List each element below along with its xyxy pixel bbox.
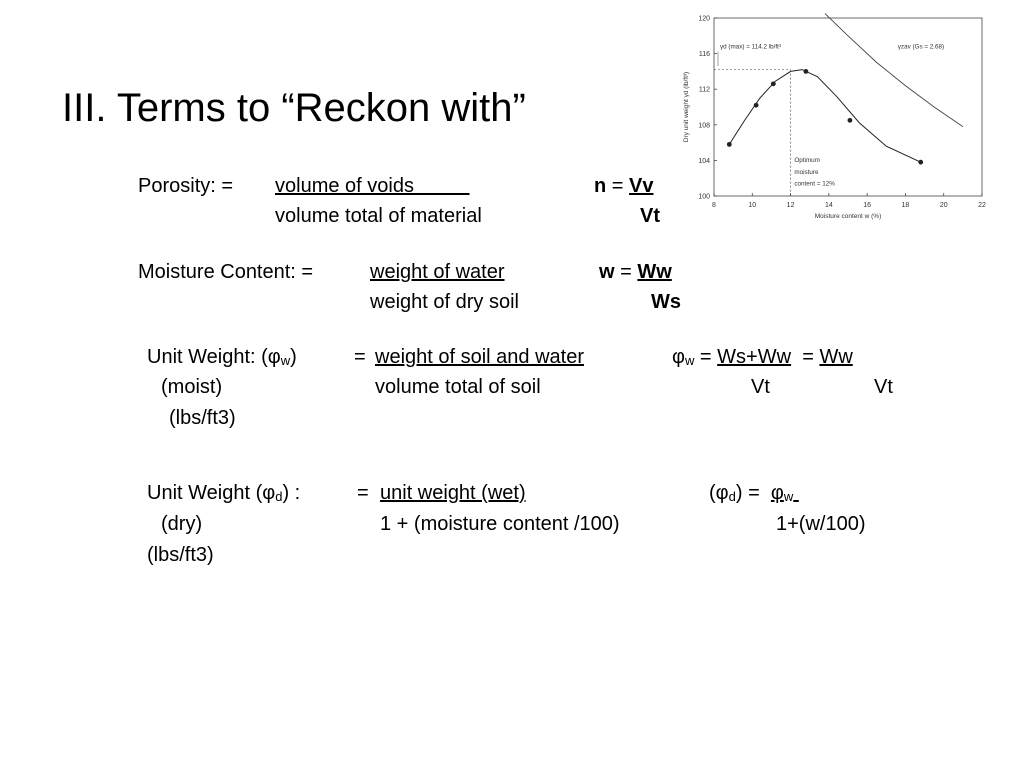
unit-dry-label [147, 481, 300, 507]
unit-dry-frac-num-sym: φ [770, 482, 784, 504]
annotation-optimum-2: moisture [794, 168, 819, 176]
moisture-label: Moisture Content: = [138, 261, 314, 283]
unit-dry-frac-num [771, 482, 799, 504]
zav-curve [825, 14, 963, 127]
x-tick-label: 12 [786, 202, 795, 209]
x-axis-label: Moisture content w (%) [814, 213, 882, 220]
unit-dry-label-close: ) : [282, 482, 301, 504]
unit-dry-frac-num-sub: w [783, 489, 794, 504]
porosity-numerator: volume of voids [275, 175, 470, 197]
unit-moist-label-close: ) [290, 346, 297, 368]
unit-moist-label [147, 345, 297, 371]
unit-moist-label-text: Unit Weight: (φ [147, 346, 281, 368]
unit-dry-label-text: Unit Weight (φ [147, 482, 276, 504]
y-tick-label: 112 [698, 86, 710, 94]
moisture-formula [599, 260, 672, 284]
moisture-denominator: weight of dry soil [370, 291, 519, 313]
unit-dry-sym-close: ) = [735, 482, 760, 504]
unit-dry-note-dry: (dry) [161, 513, 203, 535]
x-tick-label: 22 [978, 202, 986, 209]
porosity-sym-num: Vv [629, 175, 654, 197]
y-tick-label: 116 [698, 51, 710, 59]
moisture-eq: = [620, 261, 632, 283]
y-axis-label: Dry unit weight γd (lb/ft³) [683, 71, 690, 143]
moisture-sym-den: Ws [651, 291, 681, 313]
x-tick-label: 14 [824, 202, 833, 209]
y-tick-label: 100 [698, 193, 710, 201]
unit-dry-sym-open: (φ [709, 482, 729, 504]
moisture-sym-num: Ww [637, 261, 672, 283]
porosity-eq: = [611, 175, 624, 197]
unit-moist-numerator: weight of soil and water [375, 346, 585, 368]
annotation-optimum-3: content = 12% [794, 180, 835, 188]
unit-moist-frac2-den: Vt [874, 376, 893, 398]
slide-title: III. Terms to “Reckon with” [62, 86, 526, 130]
unit-moist-eq2: = [699, 346, 712, 368]
unit-moist-frac2-num: Ww [819, 346, 853, 368]
data-point [771, 81, 776, 86]
y-tick-label: 120 [698, 15, 710, 23]
unit-moist-sym: φ [672, 346, 685, 368]
compaction-chart [680, 8, 992, 228]
x-tick-label: 18 [901, 202, 910, 209]
y-tick-label: 108 [698, 122, 710, 130]
unit-moist-label-sub: w [280, 353, 291, 368]
data-point [918, 160, 923, 165]
unit-moist-eq3: = [802, 346, 814, 368]
unit-moist-denominator: volume total of soil [375, 376, 541, 398]
data-point [803, 69, 808, 74]
unit-moist-frac1-den: Vt [751, 376, 770, 398]
porosity-formula [594, 174, 654, 198]
x-tick-label: 16 [863, 202, 872, 209]
unit-dry-frac-den: 1+(w/100) [776, 513, 866, 535]
annotation-max: γd (max) = 114.2 lb/ft³ [720, 43, 781, 51]
annotation-zav: γzav (Gs = 2.68) [897, 43, 945, 51]
unit-moist-eq: = [354, 346, 366, 368]
moisture-symbol: w [599, 261, 615, 283]
x-tick-label: 20 [939, 202, 948, 209]
moisture-numerator: weight of water [370, 261, 505, 283]
unit-dry-sym-sub: d [728, 489, 736, 504]
unit-moist-note-moist: (moist) [161, 376, 223, 398]
unit-dry-formula [709, 481, 799, 507]
porosity-sym-den: Vt [640, 205, 660, 227]
unit-moist-note-units: (lbs/ft3) [169, 407, 236, 429]
porosity-symbol: n [594, 175, 607, 197]
unit-dry-label-sub: d [275, 489, 283, 504]
data-point [754, 103, 759, 108]
porosity-label: Porosity: = [138, 175, 234, 197]
data-point [727, 142, 732, 147]
compaction-curve [729, 70, 920, 163]
data-point [848, 118, 853, 123]
unit-moist-sym-sub: w [684, 353, 695, 368]
unit-dry-eq: = [357, 482, 369, 504]
x-tick-label: 8 [712, 202, 716, 209]
y-tick-label: 104 [698, 157, 710, 165]
annotation-optimum-1: Optimum [794, 157, 820, 165]
porosity-denominator: volume total of material [275, 205, 482, 227]
unit-dry-note-units: (lbs/ft3) [147, 544, 214, 566]
unit-moist-frac1-num: Ws+Ww [717, 346, 792, 368]
unit-dry-denominator: 1 + (moisture content /100) [380, 513, 620, 535]
unit-dry-numerator: unit weight (wet) [380, 482, 526, 504]
x-tick-label: 10 [748, 202, 757, 209]
unit-moist-formula [672, 345, 853, 371]
